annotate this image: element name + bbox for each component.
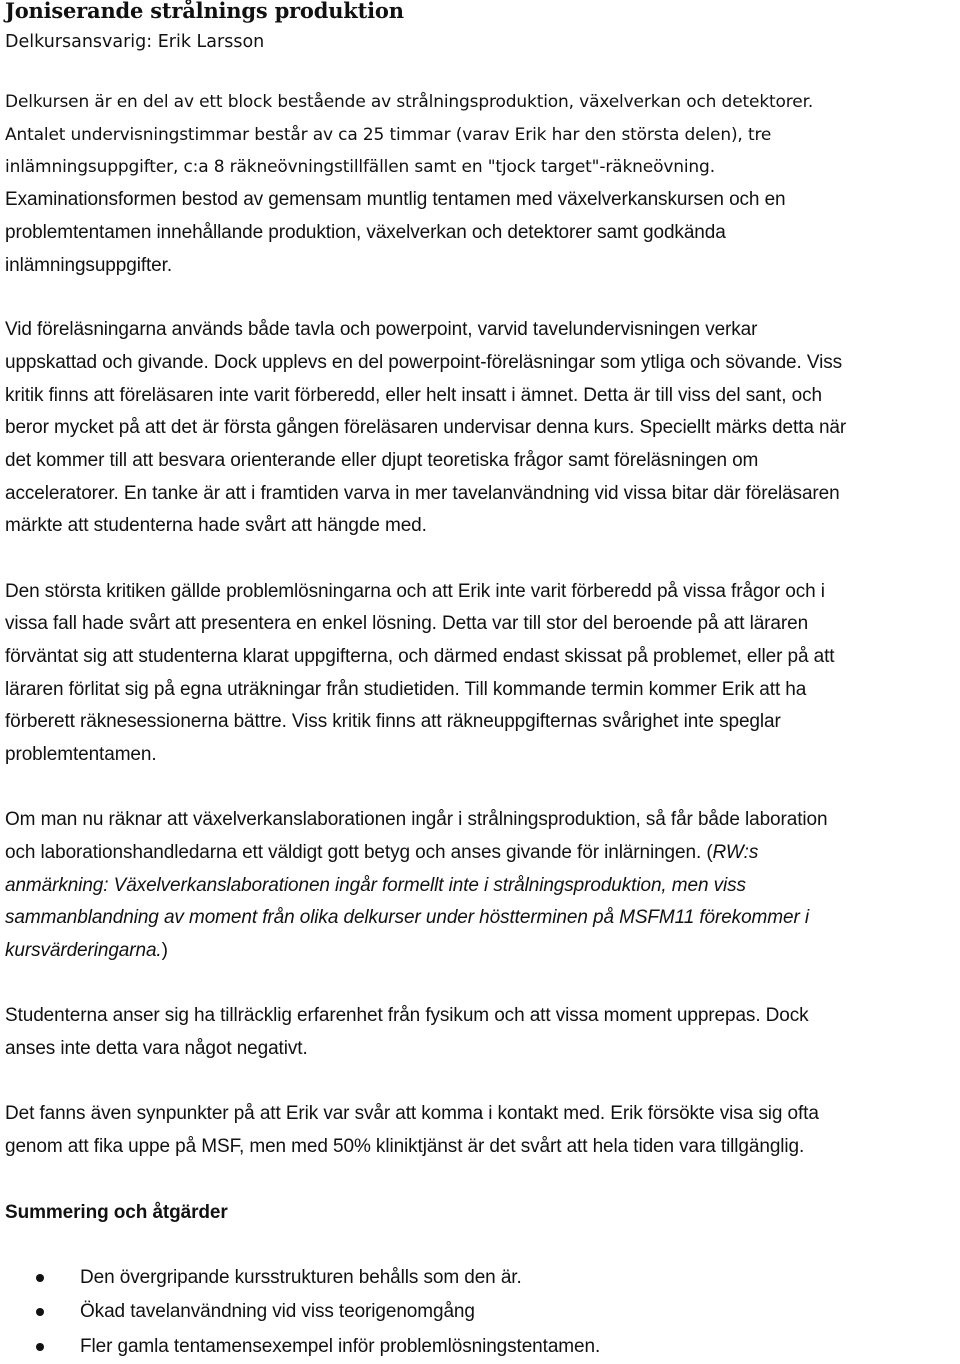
list-item: [5, 1261, 959, 1296]
document-page: [5, 0, 959, 1364]
exam-line: inlämningsuppgifter.: [5, 254, 172, 276]
list-item-text: Ökad tavelanvändning vid viss teorigenomgång: [80, 1301, 475, 1323]
laboration-paragraph: [5, 804, 959, 968]
list-item: [5, 1330, 959, 1364]
contact-paragraph: [5, 1098, 959, 1163]
lectures-line: uppskattad och givande. Dock upplevs en del powerpoint-föreläsningar som ytliga och sövande. Viss: [5, 351, 843, 373]
exam-line: problemtentamen innehållande produktion, växelverkan och detektorer samt godkända: [5, 221, 726, 243]
lectures-line: kritik finns att föreläsaren inte varit förberedd, eller helt insatt i ämnet. Detta är till viss del sant, och: [5, 384, 822, 406]
lectures-line: märkte att studenterna hade svårt att hängde med.: [5, 515, 427, 537]
physics-line: anses inte detta vara något negativt.: [5, 1038, 308, 1060]
contact-line: genom att fika uppe på MSF, men med 50% kliniktjänst är det svårt att hela tiden vara tillgänglig.: [5, 1135, 805, 1157]
criticism-paragraph: [5, 576, 959, 772]
lab-line-plain: och laborationshandledarna ett väldigt gott betyg och anses givande för inlärningen. (: [5, 842, 713, 864]
examination-paragraph: [5, 184, 959, 282]
exam-line: Examinationsformen bestod av gemensam muntlig tentamen med växelverkanskursen och en: [5, 189, 786, 211]
lab-note-line: [5, 870, 959, 903]
lectures-line: acceleratorer. En tanke är att i framtiden varva in mer tavelanvändning vid vissa bitar där föreläsaren: [5, 482, 840, 504]
intro-line: Antalet undervisningstimmar består av ca 25 timmar (varav Erik har den största delen), tre: [5, 124, 772, 145]
lab-note-end: kursvärderingarna.: [5, 940, 162, 962]
bullet-icon: [36, 1308, 44, 1316]
criticism-line: Den största kritiken gällde problemlösningarna och att Erik inte varit förberedd på vissa frågor och i: [5, 580, 825, 602]
summary-list: [5, 1261, 959, 1364]
criticism-line: läraren förlitat sig på egna uträkningar från studietiden. Till kommande termin kommer Erik att ha: [5, 678, 807, 700]
criticism-line: vissa fall hade svårt att presentera en enkel lösning. Detta var till stor del beroende på att läraren: [5, 613, 809, 635]
list-item: [5, 1295, 959, 1330]
lab-note-text: anmärkning: Växelverkanslaborationen ingår formellt inte i strålningsproduktion, men viss: [5, 874, 746, 896]
lab-line: [5, 837, 959, 870]
criticism-line: problemtentamen.: [5, 744, 157, 766]
list-item-text: Den övergripande kursstrukturen behålls som den är.: [80, 1266, 522, 1288]
lab-note-close: ): [161, 940, 168, 962]
summary-heading: Summering och åtgärder: [5, 1201, 228, 1223]
bullet-icon: [36, 1274, 44, 1282]
intro-line: inlämningsuppgifter, c:a 8 räkneövningstillfällen samt en "tjock target"-räkneövning.: [5, 157, 715, 178]
lab-note-line: [5, 902, 959, 935]
lab-note-text: sammanblandning av moment från olika delkurser under höstterminen på MSFM11 förekommer i: [5, 907, 809, 929]
course-responsible: Delkursansvarig: Erik Larsson: [5, 32, 265, 52]
intro-paragraph: [5, 86, 959, 184]
intro-line: Delkursen är en del av ett block bestående av strålningsproduktion, växelverkan och detektorer.: [5, 92, 814, 112]
lectures-line: Vid föreläsningarna används både tavla och powerpoint, varvid tavelundervisningen verkar: [5, 319, 758, 341]
lectures-paragraph: [5, 314, 959, 543]
criticism-line: förväntat sig att studenterna klarat uppgifterna, och därmed endast skissat på problemet, eller på att: [5, 646, 835, 668]
lab-note-line: [5, 935, 959, 968]
bullet-icon: [36, 1343, 44, 1351]
list-item-text: Fler gamla tentamensexempel inför problemlösningstentamen.: [80, 1335, 601, 1357]
criticism-line: förberett räknesessionerna bättre. Viss kritik finns att räkneuppgifternas svårighet inte speglar: [5, 711, 781, 733]
lectures-line: det kommer till att besvara orienterande eller djupt teoretiska frågor samt föreläsningen om: [5, 450, 759, 472]
contact-line: Det fanns även synpunkter på att Erik var svår att komma i kontakt med. Erik försökte visa sig ofta: [5, 1103, 819, 1125]
lectures-line: beror mycket på att det är första gången föreläsaren undervisar denna kurs. Speciellt märks detta när: [5, 417, 847, 439]
physics-paragraph: [5, 1000, 959, 1065]
physics-line: Studenterna anser sig ha tillräcklig erfarenhet från fysikum och att vissa moment upprepas. Dock: [5, 1005, 809, 1027]
document-title: Joniserande strålnings produktion: [5, 0, 404, 23]
lab-line: Om man nu räknar att växelverkanslaborationen ingår i strålningsproduktion, så får både laboration: [5, 809, 828, 831]
lab-note-start: RW:s: [712, 842, 759, 864]
